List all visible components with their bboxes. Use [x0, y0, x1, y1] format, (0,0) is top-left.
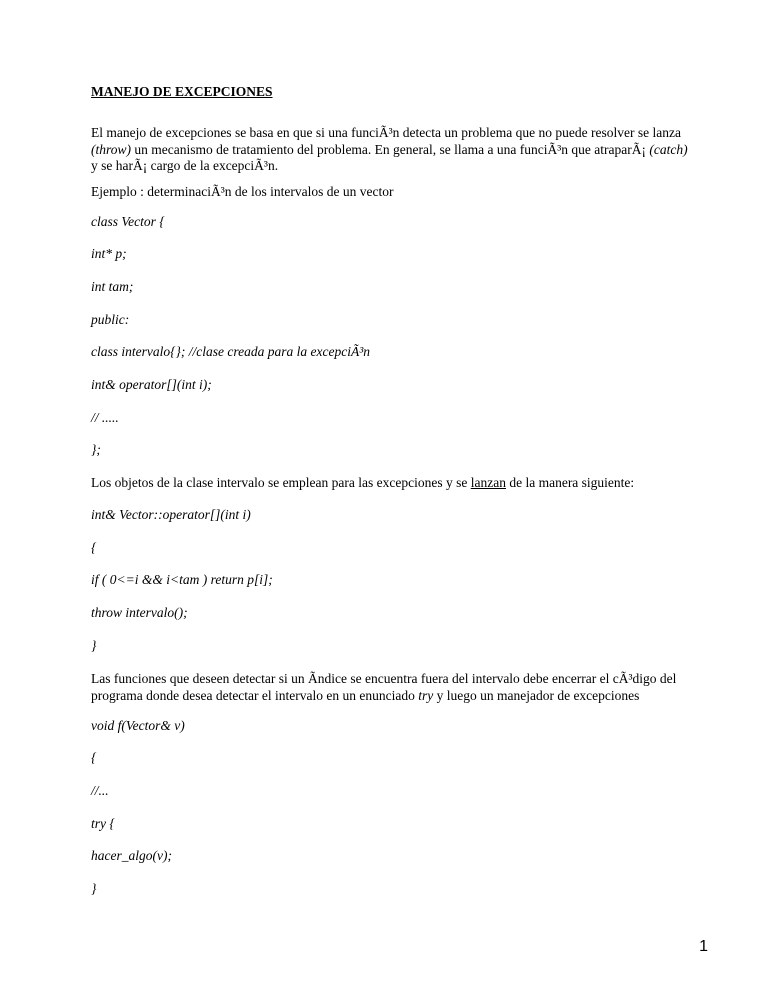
paragraph-lanzan: [91, 474, 634, 491]
code-line: hacer_algo(v);: [91, 848, 172, 863]
intro-line-2: [91, 141, 688, 158]
example-title: Ejemplo : determinaciÃ³n de los intervalos de un vector: [91, 184, 394, 199]
intro-line-3: y se harÃ¡ cargo de la excepciÃ³n.: [91, 158, 279, 173]
throw-keyword: (throw): [91, 142, 131, 157]
code-line: };: [91, 442, 101, 457]
code-line: }: [91, 881, 97, 896]
document-heading: MANEJO DE EXCEPCIONES: [91, 84, 273, 99]
catch-keyword: (catch): [649, 142, 688, 157]
code-line: public:: [91, 312, 130, 327]
code-line: class Vector {: [91, 214, 165, 229]
code-line: {: [91, 540, 97, 555]
para3-before: programa donde desea detectar el intervalo en un enunciado: [91, 688, 419, 703]
code-line: //...: [91, 783, 109, 798]
intro-line-2-text: un mecanismo de tratamiento del problema. En general, se llama a una funciÃ³n que atraparÃ¡: [131, 142, 650, 157]
para3-after: y luego un manejador de excepciones: [433, 688, 640, 703]
para2-after: de la manera siguiente:: [505, 475, 635, 490]
code-line: if ( 0<=i && i<tam ) return p[i];: [91, 572, 273, 587]
code-line: int tam;: [91, 279, 134, 294]
page-number: 1: [699, 938, 708, 955]
code-line: }: [91, 638, 97, 653]
code-line: {: [91, 750, 97, 765]
code-line: int& operator[](int i);: [91, 377, 212, 392]
code-line: // .....: [91, 410, 119, 425]
code-line: class intervalo{}; //clase creada para la excepciÃ³n: [91, 344, 371, 359]
code-line: int& Vector::operator[](int i): [91, 507, 251, 522]
para3-line-1: Las funciones que deseen detectar si un Ãndice se encuentra fuera del intervalo debe encerrar el cÃ³digo del: [91, 671, 677, 686]
code-line: int* p;: [91, 246, 127, 261]
intro-line-1: El manejo de excepciones se basa en que si una funciÃ³n detecta un problema que no puede resolver se lanza: [91, 125, 681, 140]
code-line: throw intervalo();: [91, 605, 188, 620]
para3-line-2: [91, 687, 639, 704]
code-line: try {: [91, 816, 115, 831]
lanzan-word: lanzan: [470, 475, 506, 490]
code-line: void f(Vector& v): [91, 718, 185, 733]
para2-before: Los objetos de la clase intervalo se emplean para las excepciones y se: [91, 475, 471, 490]
try-keyword: try: [418, 688, 434, 703]
